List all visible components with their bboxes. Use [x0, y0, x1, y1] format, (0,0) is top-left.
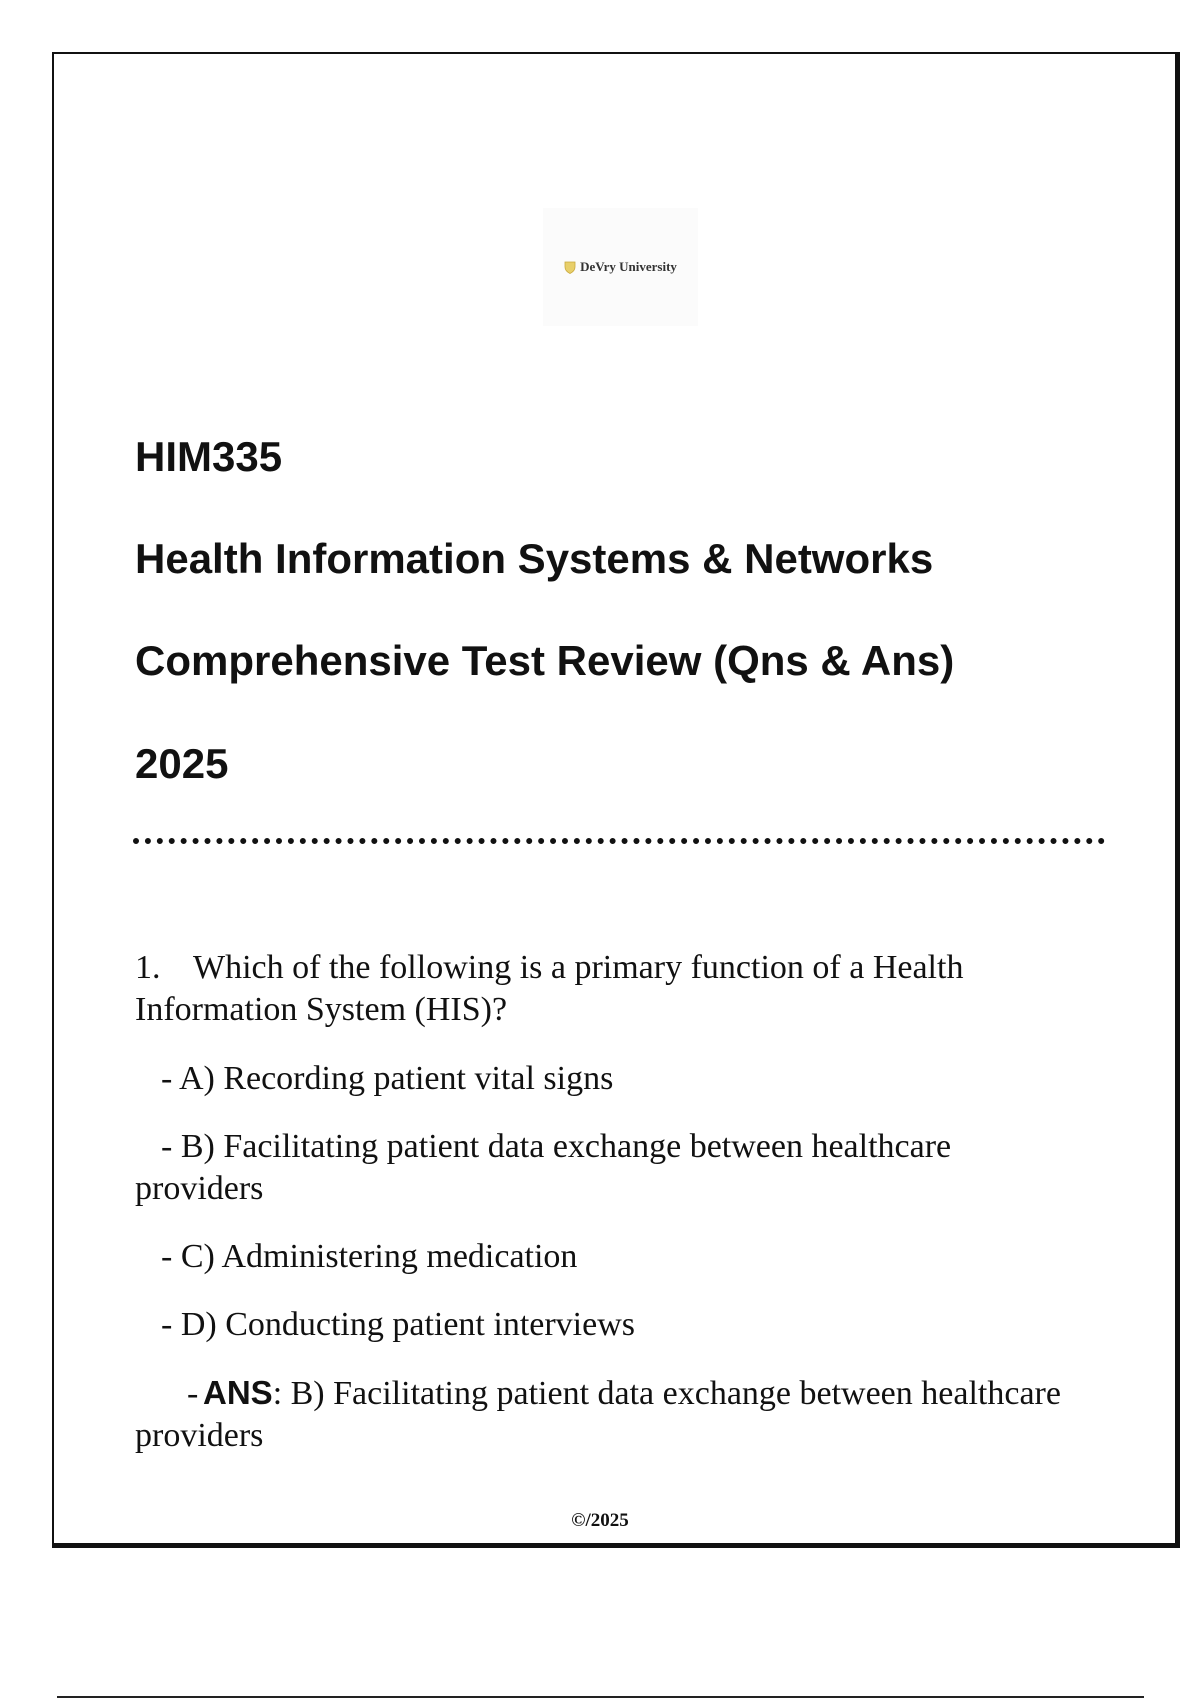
question-1 — [135, 947, 1085, 1031]
document-year: 2025 — [135, 740, 229, 787]
document-subtitle: Comprehensive Test Review (Qns & Ans) — [135, 637, 955, 684]
copyright-footer: ©/2025 — [571, 1510, 629, 1531]
dotted-divider — [133, 838, 1105, 844]
option-c: - C) Administering medication — [161, 1238, 578, 1275]
logo-text: DeVry University — [580, 259, 677, 274]
shield-icon — [564, 261, 576, 274]
option-a: - A) Recording patient vital signs — [161, 1060, 614, 1097]
course-title: Health Information Systems & Networks — [135, 535, 934, 582]
answer-options — [135, 1058, 1085, 1457]
university-logo — [543, 208, 698, 326]
answer-line — [135, 1372, 1085, 1457]
option-d: - D) Conducting patient interviews — [161, 1306, 636, 1343]
bottom-rule — [57, 1696, 1144, 1698]
course-code: HIM335 — [135, 433, 283, 480]
answer-label: ANS — [203, 1374, 273, 1411]
option-b: - B) Facilitating patient data exchange between healthcare providers — [135, 1128, 952, 1207]
question-text: Which of the following is a primary function of a Health Information System (HIS)? — [135, 949, 964, 1028]
question-number: 1. — [135, 949, 161, 986]
answer-text: : B) Facilitating patient data exchange between healthcare providers — [135, 1375, 1061, 1454]
answer-dash: - — [187, 1375, 199, 1412]
